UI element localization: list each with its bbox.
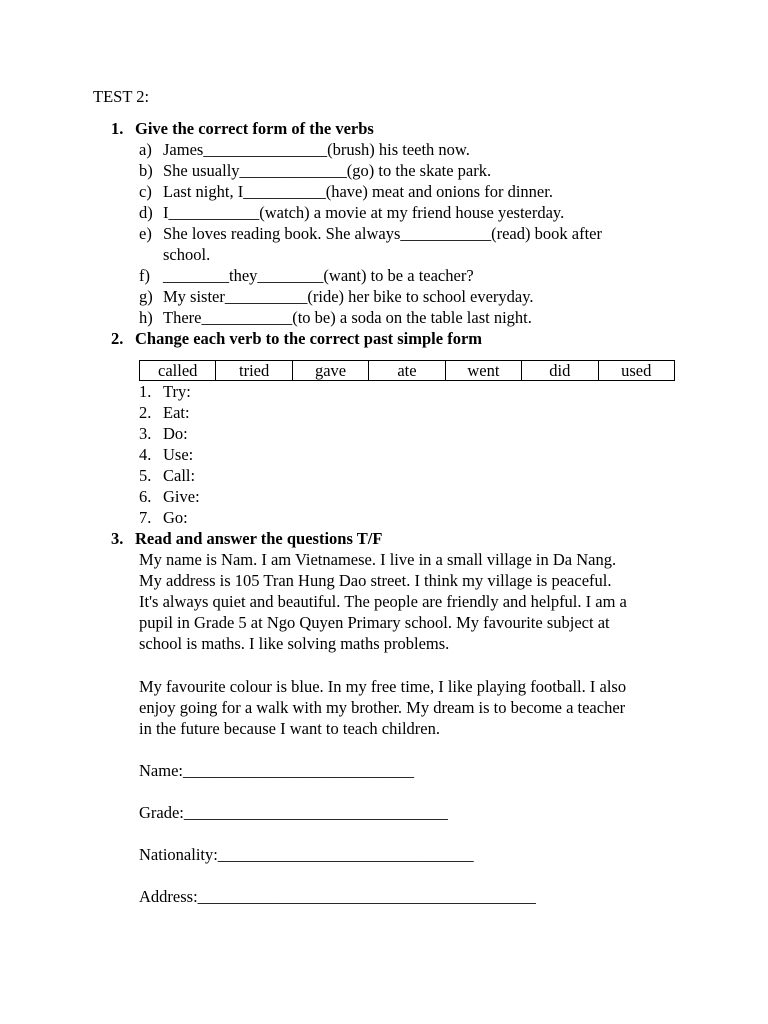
item-marker: h) (139, 308, 153, 327)
paragraph-line: school is maths. I like solving maths problems. (139, 634, 450, 653)
word-bank-cell: called (140, 361, 216, 381)
item-marker: 6. (139, 487, 152, 506)
paragraph-line: My favourite colour is blue. In my free time, I like playing football. I also (139, 677, 627, 696)
section-1-heading (111, 118, 374, 139)
item-marker: 1. (139, 382, 152, 401)
section-3-heading (111, 528, 382, 549)
item-text: She usually_____________(go) to the skate park. (163, 161, 492, 180)
item-marker: 4. (139, 445, 152, 464)
grade-field: Grade:________________________________ (139, 803, 448, 822)
name-field: Name:____________________________ (139, 761, 414, 780)
item-marker: f) (139, 266, 150, 285)
word-bank-cell: ate (369, 361, 445, 381)
item-text: Go: (163, 508, 188, 527)
paragraph-line: It's always quiet and beautiful. The people are friendly and helpful. I am a (139, 592, 627, 611)
item-text: There___________(to be) a soda on the table last night. (163, 308, 532, 327)
item-text: James_______________(brush) his teeth now. (163, 140, 470, 159)
item-marker: e) (139, 224, 152, 243)
item-marker: 5. (139, 466, 152, 485)
item-marker: g) (139, 287, 153, 306)
word-bank-cell: did (522, 361, 598, 381)
paragraph-line: pupil in Grade 5 at Ngo Quyen Primary school. My favourite subject at (139, 613, 610, 632)
section-1-title: Give the correct form of the verbs (135, 119, 374, 138)
item-text: Eat: (163, 403, 190, 422)
word-bank-cell: gave (292, 361, 368, 381)
section-2-title: Change each verb to the correct past simple form (135, 329, 483, 348)
item-text: Call: (163, 466, 196, 485)
item-text: school. (163, 245, 211, 264)
item-marker: b) (139, 161, 153, 180)
item-text: Last night, I__________(have) meat and onions for dinner. (163, 182, 553, 201)
reading-paragraph-1 (139, 549, 679, 654)
reading-paragraph-2 (139, 676, 679, 739)
word-bank-cell: used (598, 361, 674, 381)
item-marker: d) (139, 203, 153, 222)
item-marker: 2. (139, 403, 152, 422)
table-row (140, 361, 675, 381)
word-bank-cell: tried (216, 361, 292, 381)
item-text: My sister__________(ride) her bike to school everyday. (163, 287, 534, 306)
word-bank-cell: went (445, 361, 521, 381)
paragraph-line: My address is 105 Tran Hung Dao street. I think my village is peaceful. (139, 571, 612, 590)
word-bank-table (139, 360, 675, 381)
paragraph-line: in the future because I want to teach children. (139, 719, 440, 738)
nationality-field: Nationality:_______________________________ (139, 845, 474, 864)
section-3-number: 3. (111, 529, 124, 548)
paragraph-line: enjoy going for a walk with my brother. My dream is to become a teacher (139, 698, 626, 717)
address-field: Address:_________________________________________ (139, 887, 536, 906)
paragraph-line: My name is Nam. I am Vietnamese. I live in a small village in Da Nang. (139, 550, 617, 569)
section-1-number: 1. (111, 119, 124, 138)
item-text: Try: (163, 382, 191, 401)
section-2-heading (111, 328, 482, 349)
item-text: She loves reading book. She always___________(read) book after (163, 224, 602, 243)
item-text: Do: (163, 424, 188, 443)
item-marker: 7. (139, 508, 152, 527)
section-2-number: 2. (111, 329, 124, 348)
section-3-title: Read and answer the questions T/F (135, 529, 383, 548)
item-text: Give: (163, 487, 200, 506)
item-marker: a) (139, 140, 152, 159)
item-marker: c) (139, 182, 152, 201)
test-title: TEST 2: (93, 87, 150, 106)
item-text: Use: (163, 445, 194, 464)
item-marker: 3. (139, 424, 152, 443)
item-text: ________they________(want) to be a teacher? (163, 266, 474, 285)
item-text: I___________(watch) a movie at my friend house yesterday. (163, 203, 565, 222)
